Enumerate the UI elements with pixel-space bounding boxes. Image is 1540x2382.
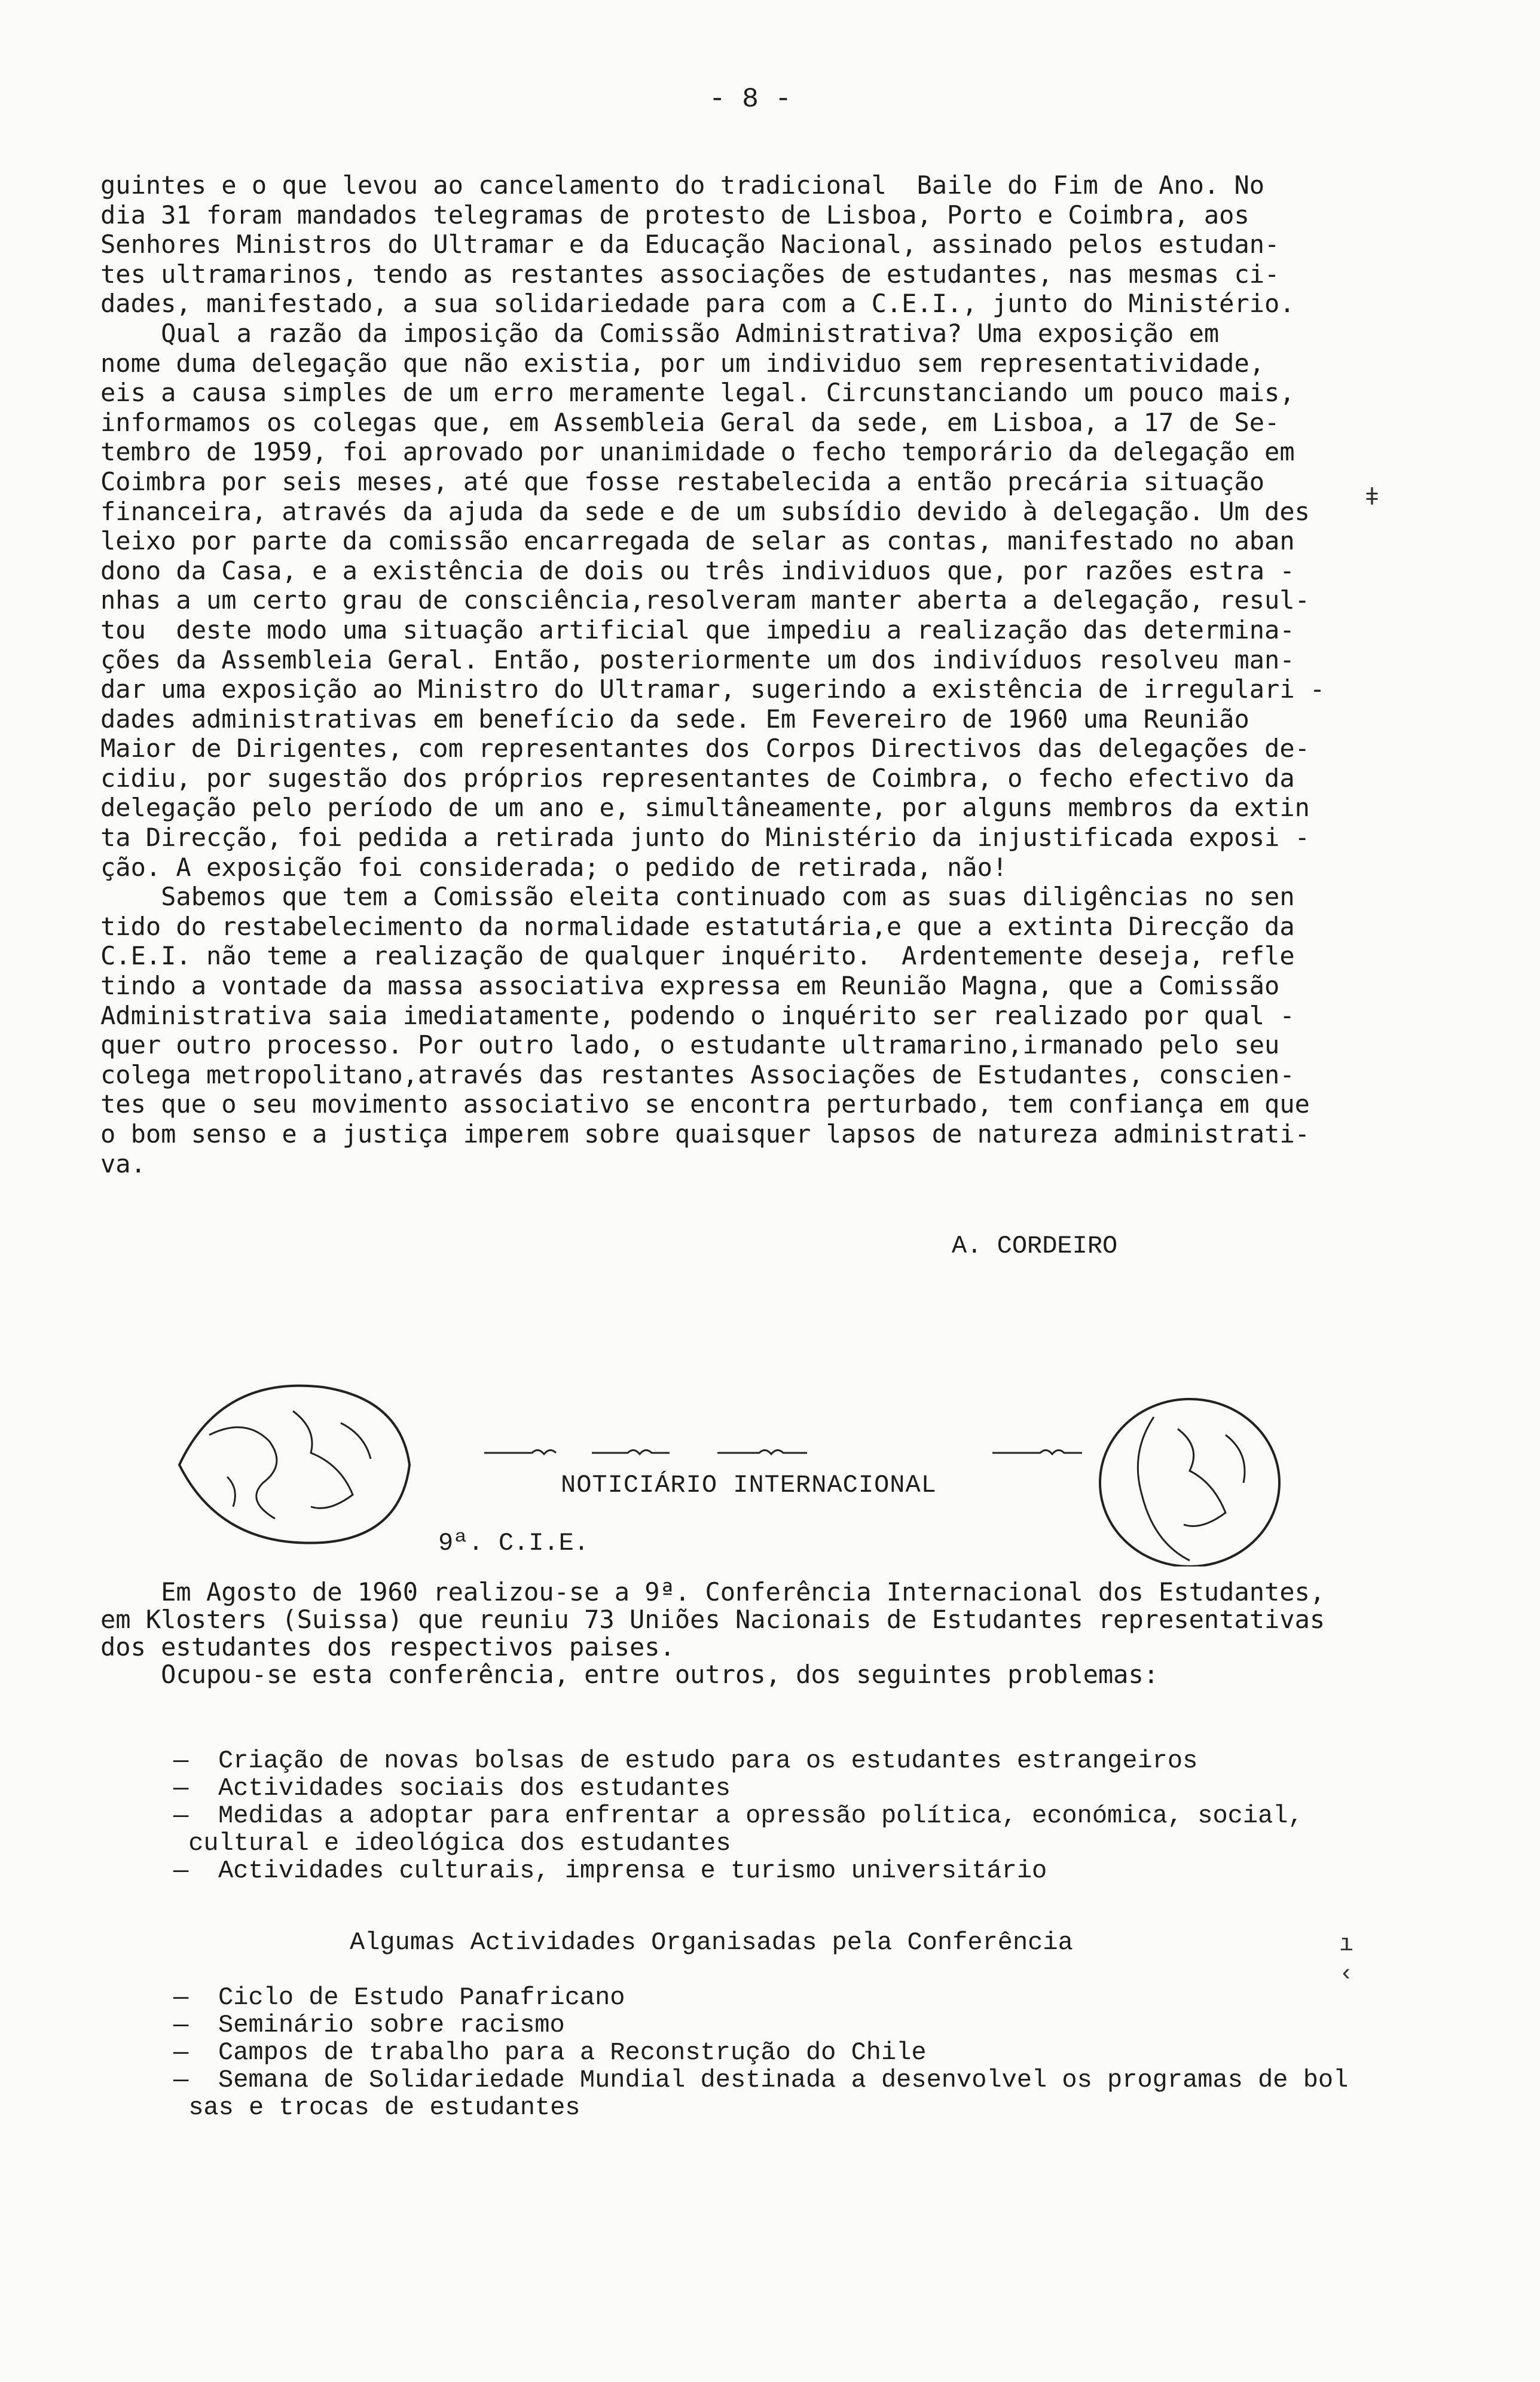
article-line: dar uma exposição ao Ministro do Ultramar, sugerindo a existência de irregulari - [100,674,1325,704]
article-line: tembro de 1959, foi aprovado por unanimidade o fecho temporário da delegação em [100,437,1295,467]
article-line: quer outro processo. Por outro lado, o estudante ultramarino,irmanado pelo seu [100,1030,1280,1060]
article-line: delegação pelo período de um ano e, simultâneamente, por alguns membros da extin [100,793,1310,823]
article-line: informamos os colegas que, em Assembleia Geral da sede, em Lisboa, a 17 de Se- [100,407,1280,437]
dash-bullet: — [173,1983,189,2012]
article-line: leixo por parte da comissão encarregada de selar as contas, manifestado no aban [100,526,1295,556]
article-line: ção. A exposição foi considerada; o pedido de retirada, não! [100,852,1008,882]
list-item: — Criação de novas bolsas de estudo para os estudantes estrangeiros [173,1746,1198,1775]
article-line: ta Direcção, foi pedida a retirada junto do Ministério da injustificada exposi - [100,823,1310,853]
list-item: — Ciclo de Estudo Panafricano [173,1983,625,2012]
divider-squiggles [484,1450,1082,1454]
activities-title: Algumas Actividades Organisadas pela Conferência [350,1928,1073,1957]
activities-list [173,1984,1348,2121]
dash-bullet: — [173,2038,189,2067]
article-line: tou deste modo uma situação artificial que impediu a realização das determina- [100,615,1295,645]
article-line: Qual a razão da imposição da Comissão Administrativa? Uma exposição em [100,318,1220,348]
article-body [100,170,1325,1178]
article-line: ções da Assembleia Geral. Então, posteriormente um dos indivíduos resolveu man- [100,645,1295,674]
article-line: C.E.I. não teme a realização de qualquer inquérito. Ardentemente deseja, refle [100,941,1295,971]
article-line: tes ultramarinos, tendo as restantes associações de estudantes, nas mesmas ci- [100,259,1280,289]
article-line: tido do restabelecimento da normalidade estatutária,e que a extinta Direcção da [100,911,1295,941]
dash-bullet: — [173,1801,189,1830]
article-line: colega metropolitano,através das restantes Associações de Estudantes, conscien- [100,1059,1295,1089]
section-title: NOTICIÁRIO INTERNACIONAL [561,1471,937,1500]
article-line: eis a causa simples de um erro meramente legal. Circunstanciando um pouco mais, [100,378,1295,408]
article-line: Sabemos que tem a Comissão eleita continuado com as suas diligências no sen [100,882,1295,912]
dash-bullet: — [173,1856,189,1885]
intro-paragraph [100,1578,1356,1688]
intro-line: em Klosters (Suissa) que reuniu 73 Uniões Nacionais de Estudantes representativas [100,1605,1325,1634]
article-line: guintes e o que levou ao cancelamento do tradicional Baile do Fim de Ano. No [100,170,1265,200]
article-line: dia 31 foram mandados telegramas de protesto de Lisboa, Porto e Coimbra, aos [100,200,1249,230]
right-globe-icon [1100,1399,1279,1566]
intro-line: Em Agosto de 1960 realizou-se a 9ª. Conferência Internacional dos Estudantes, [100,1577,1325,1607]
article-line: nhas a um certo grau de consciência,resolveram manter aberta a delegação, resul- [100,585,1310,615]
list-item: — Actividades sociais dos estudantes [173,1774,731,1803]
article-line: nome duma delegação que não existia, por um individuo sem representatividade, [100,348,1265,378]
intro-line: dos estudantes dos respectivos paises. [100,1632,675,1662]
article-line: financeira, através da ajuda da sede e de um subsídio devido à delegação. Um des [100,496,1310,526]
list-item: — Medidas a adoptar para enfrentar a opressão política, económica, social, cultural e ideológica dos estudantes [173,1801,1303,1858]
article-line: Administrativa saia imediatamente, podendo o inquérito ser realizado por qual - [100,1000,1295,1030]
list-item: — Campos de trabalho para a Reconstrução do Chile [173,2038,927,2067]
article-line: dades, manifestado, a sua solidariedade para com a C.E.I., junto do Ministério. [100,289,1295,319]
conference-label: 9ª. C.I.E. [438,1529,589,1558]
left-globe-icon [179,1386,410,1543]
margin-mark-icon: ‹ [1339,1961,1354,1988]
page-number: - 8 - [708,84,792,115]
dash-bullet: — [173,2011,189,2039]
list-item: — Actividades culturais, imprensa e turismo universitário [173,1856,1047,1885]
article-line: o bom senso e a justiça imperem sobre quaisquer lapsos de natureza administrati- [100,1119,1310,1149]
article-line: Coimbra por seis meses, até que fosse restabelecida a então precária situação [100,466,1265,496]
article-line: dono da Casa, e a existência de dois ou três individuos que, por razões estra - [100,555,1295,585]
article-line: Maior de Dirigentes, com representantes dos Corpos Directivos das delegações de- [100,734,1310,764]
section-ornament [173,1363,1363,1566]
dash-bullet: — [173,1774,189,1803]
dash-bullet: — [173,1746,189,1775]
margin-mark-icon: ǂ [1365,485,1380,512]
article-signature: A. CORDEIRO [952,1232,1118,1260]
problems-list [173,1747,1303,1885]
article-line: Senhores Ministros do Ultramar e da Educação Nacional, assinado pelos estudan- [100,230,1280,259]
article-line: dades administrativas em benefício da sede. Em Fevereiro de 1960 uma Reunião [100,704,1249,734]
dash-bullet: — [173,2066,189,2094]
margin-mark-icon: ı [1339,1931,1354,1958]
article-line: tes que o seu movimento associativo se encontra perturbado, tem confiança em que [100,1089,1310,1119]
list-item: — Semana de Solidariedade Mundial destinada a desenvolvel os programas de bol sas e trocas de estudantes [173,2066,1349,2122]
article-line: cidiu, por sugestão dos próprios representantes de Coimbra, o fecho efectivo da [100,763,1295,793]
intro-line: Ocupou-se esta conferência, entre outros, dos seguintes problemas: [100,1660,1159,1689]
article-line: va. [100,1149,146,1178]
list-item: — Seminário sobre racismo [173,2011,565,2039]
article-line: tindo a vontade da massa associativa expressa em Reunião Magna, que a Comissão [100,971,1280,1001]
